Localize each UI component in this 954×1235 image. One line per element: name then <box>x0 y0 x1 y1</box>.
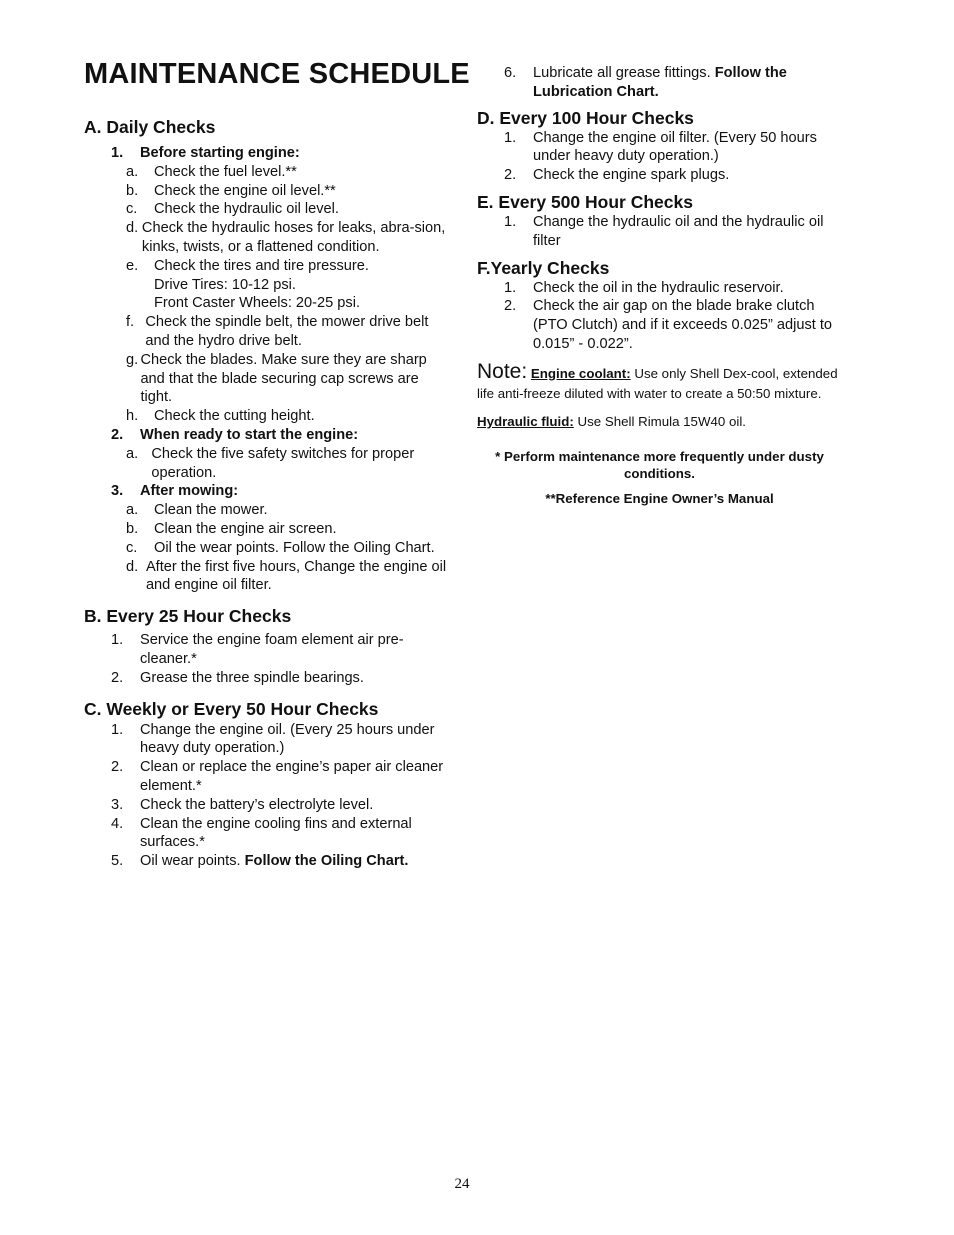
page-number: 24 <box>454 1176 470 1192</box>
subheading-after-mowing: 3. After mowing: <box>111 483 239 500</box>
list-item: 1. Check the oil in the hydraulic reservoir. <box>504 279 784 296</box>
list-item: e. Check the tires and tire pressure. Drive Tires: 10-12 psi. Front Caster Wheels: 20-25 psi. <box>126 257 369 312</box>
subheading-before-starting: 1. Before starting engine: <box>111 145 300 161</box>
section-heading-every-100: D. Every 100 Hour Checks <box>477 107 694 128</box>
section-heading-daily: A. Daily Checks <box>84 117 216 137</box>
section-heading-every-500: E. Every 500 Hour Checks <box>477 191 693 212</box>
footnote-dusty: * Perform maintenance more frequently under dusty conditions. <box>495 448 824 481</box>
note-coolant: Note: Engine coolant: Use only Shell Dex-cool, extended life anti-freeze diluted with water to create a 50:50 mixture. <box>477 359 838 401</box>
subheading-ready-to-start: 2. When ready to start the engine: <box>111 426 359 443</box>
note-hydraulic: Hydraulic fluid: Use Shell Rimula 15W40 oil. <box>477 413 746 429</box>
list-item: c. Check the hydraulic oil level. <box>126 201 339 218</box>
right-column <box>477 64 847 507</box>
list-item: f. Check the spindle belt, the mower drive belt and the hydro drive belt. <box>126 314 429 349</box>
list-item: 3. Check the battery’s electrolyte level. <box>111 796 374 813</box>
left-column <box>84 116 452 871</box>
list-item: 5. Oil wear points. Follow the Oiling Chart. <box>111 853 409 870</box>
list-item: 4. Clean the engine cooling fins and external surfaces.* <box>111 815 412 851</box>
list-item: b. Clean the engine air screen. <box>126 520 337 537</box>
list-item: 1. Change the engine oil. (Every 25 hours under heavy duty operation.) <box>111 721 435 757</box>
section-heading-weekly: C. Weekly or Every 50 Hour Checks <box>84 698 379 719</box>
footnote-reference: **Reference Engine Owner’s Manual <box>545 490 774 506</box>
list-item: 1. Change the hydraulic oil and the hydraulic oil filter <box>504 213 824 249</box>
list-item: d. After the first five hours, Change the engine oil and engine oil filter. <box>126 558 447 594</box>
list-item: 1. Service the engine foam element air pre-cleaner.* <box>111 632 404 667</box>
list-item: g. Check the blades. Make sure they are sharp and that the blade securing cap screws are tight. <box>126 351 427 406</box>
list-item: a. Check the fuel level.** <box>126 163 297 180</box>
list-item: h. Check the cutting height. <box>126 408 315 425</box>
list-item: 1. Change the engine oil filter. (Every 50 hours under heavy duty operation.) <box>504 129 817 165</box>
section-heading-yearly: F.Yearly Checks <box>477 257 610 278</box>
list-item: 2. Grease the three spindle bearings. <box>111 669 364 686</box>
list-item: 6. Lubricate all grease fittings. Follow the Lubrication Chart. <box>504 65 787 100</box>
page-title: MAINTENANCE SCHEDULE <box>84 58 470 90</box>
list-item: 2. Clean or replace the engine’s paper air cleaner element.* <box>111 759 444 794</box>
list-item: a. Check the five safety switches for proper operation. <box>126 445 415 481</box>
list-item: 2. Check the air gap on the blade brake clutch (PTO Clutch) and if it exceeds 0.025” adjust to 0.015” - 0.022”. <box>504 298 833 352</box>
list-item: a. Clean the mower. <box>126 502 268 519</box>
list-item: 2. Check the engine spark plugs. <box>504 167 730 184</box>
list-item: b. Check the engine oil level.** <box>126 182 336 199</box>
section-heading-every-25: B. Every 25 Hour Checks <box>84 606 292 627</box>
list-item: d. Check the hydraulic hoses for leaks, abra-sion, kinks, twists, or a flattened condition. <box>126 220 446 255</box>
list-item: c. Oil the wear points. Follow the Oiling Chart. <box>126 539 435 556</box>
